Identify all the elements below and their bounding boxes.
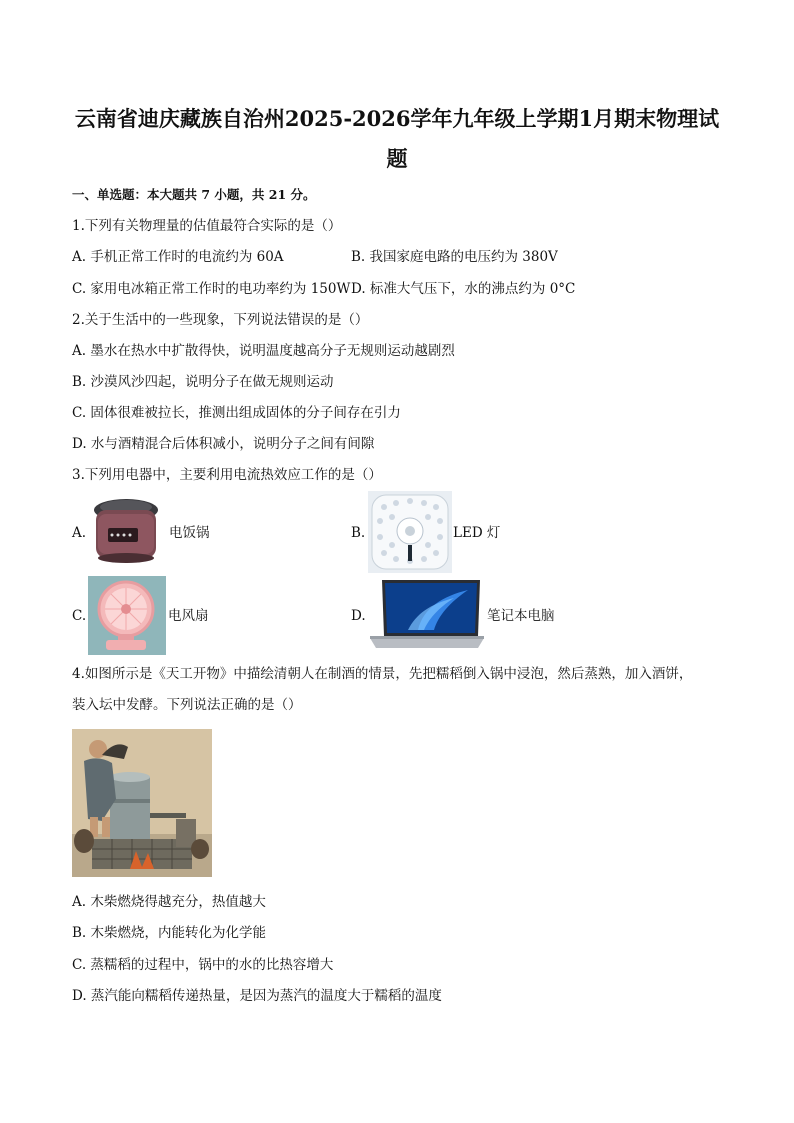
- q3-option-a-label: 电饭锅: [169, 525, 210, 541]
- rice-cooker-image: [90, 494, 162, 570]
- q4-option-c: C. 蒸糯稻的过程中，锅中的水的比热容增大: [72, 957, 334, 973]
- q3-option-d-letter: D.: [351, 608, 366, 624]
- q3-option-d-label: 笔记本电脑: [487, 608, 555, 624]
- q4-option-b: B. 木柴燃烧，内能转化为化学能: [72, 925, 267, 941]
- page-title: 云南省迪庆藏族自治州2025-2026学年九年级上学期1月期末物理试: [74, 106, 720, 131]
- q1-option-a: A. 手机正常工作时的电流约为 60A: [72, 249, 284, 265]
- q2-option-b: B. 沙漠风沙四起，说明分子在做无规则运动: [72, 374, 334, 390]
- q3-option-b-letter: B.: [351, 525, 366, 541]
- q2-option-d: D. 水与酒精混合后体积减小，说明分子之间有间隙: [72, 436, 375, 452]
- q2-option-c: C. 固体很难被拉长，推测出组成固体的分子间存在引力: [72, 405, 401, 421]
- q3-stem: 3.下列用电器中，主要利用电流热效应工作的是（）: [72, 467, 382, 483]
- q1-stem: 1.下列有关物理量的估值最符合实际的是（）: [72, 218, 342, 234]
- q1-option-c: C. 家用电冰箱正常工作时的电功率约为 150W: [72, 281, 351, 297]
- page-title-continued: 题: [386, 146, 408, 171]
- q1-option-d: D. 标准大气压下，水的沸点约为 0°C: [351, 281, 576, 297]
- q3-option-a-letter: A.: [72, 525, 87, 541]
- q4-option-a: A. 木柴燃烧得越充分，热值越大: [72, 894, 266, 910]
- q3-option-b-label: LED 灯: [453, 525, 501, 541]
- q1-option-b: B. 我国家庭电路的电压约为 380V: [351, 249, 558, 265]
- q4-stem-line2: 装入坛中发酵。下列说法正确的是（）: [72, 697, 302, 713]
- q3-option-c-letter: C.: [72, 608, 87, 624]
- q4-option-d: D. 蒸汽能向糯稻传递热量，是因为蒸汽的温度大于糯稻的温度: [72, 988, 442, 1004]
- winemaking-illustration: [72, 729, 212, 877]
- q2-stem: 2.关于生活中的一些现象，下列说法错误的是（）: [72, 312, 369, 328]
- section-heading: 一、单选题：本大题共 7 小题，共 21 分。: [72, 187, 316, 202]
- laptop-image: [368, 578, 486, 652]
- q3-option-c-label: 电风扇: [168, 608, 209, 624]
- led-light-image: [368, 491, 452, 573]
- electric-fan-image: [88, 576, 166, 655]
- q2-option-a: A. 墨水在热水中扩散得快，说明温度越高分子无规则运动越剧烈: [72, 343, 455, 359]
- q4-stem-line1: 4.如图所示是《天工开物》中描绘清朝人在制酒的情景，先把糯稻倒入锅中浸泡，然后蒸熟，加入酒饼，: [72, 666, 693, 682]
